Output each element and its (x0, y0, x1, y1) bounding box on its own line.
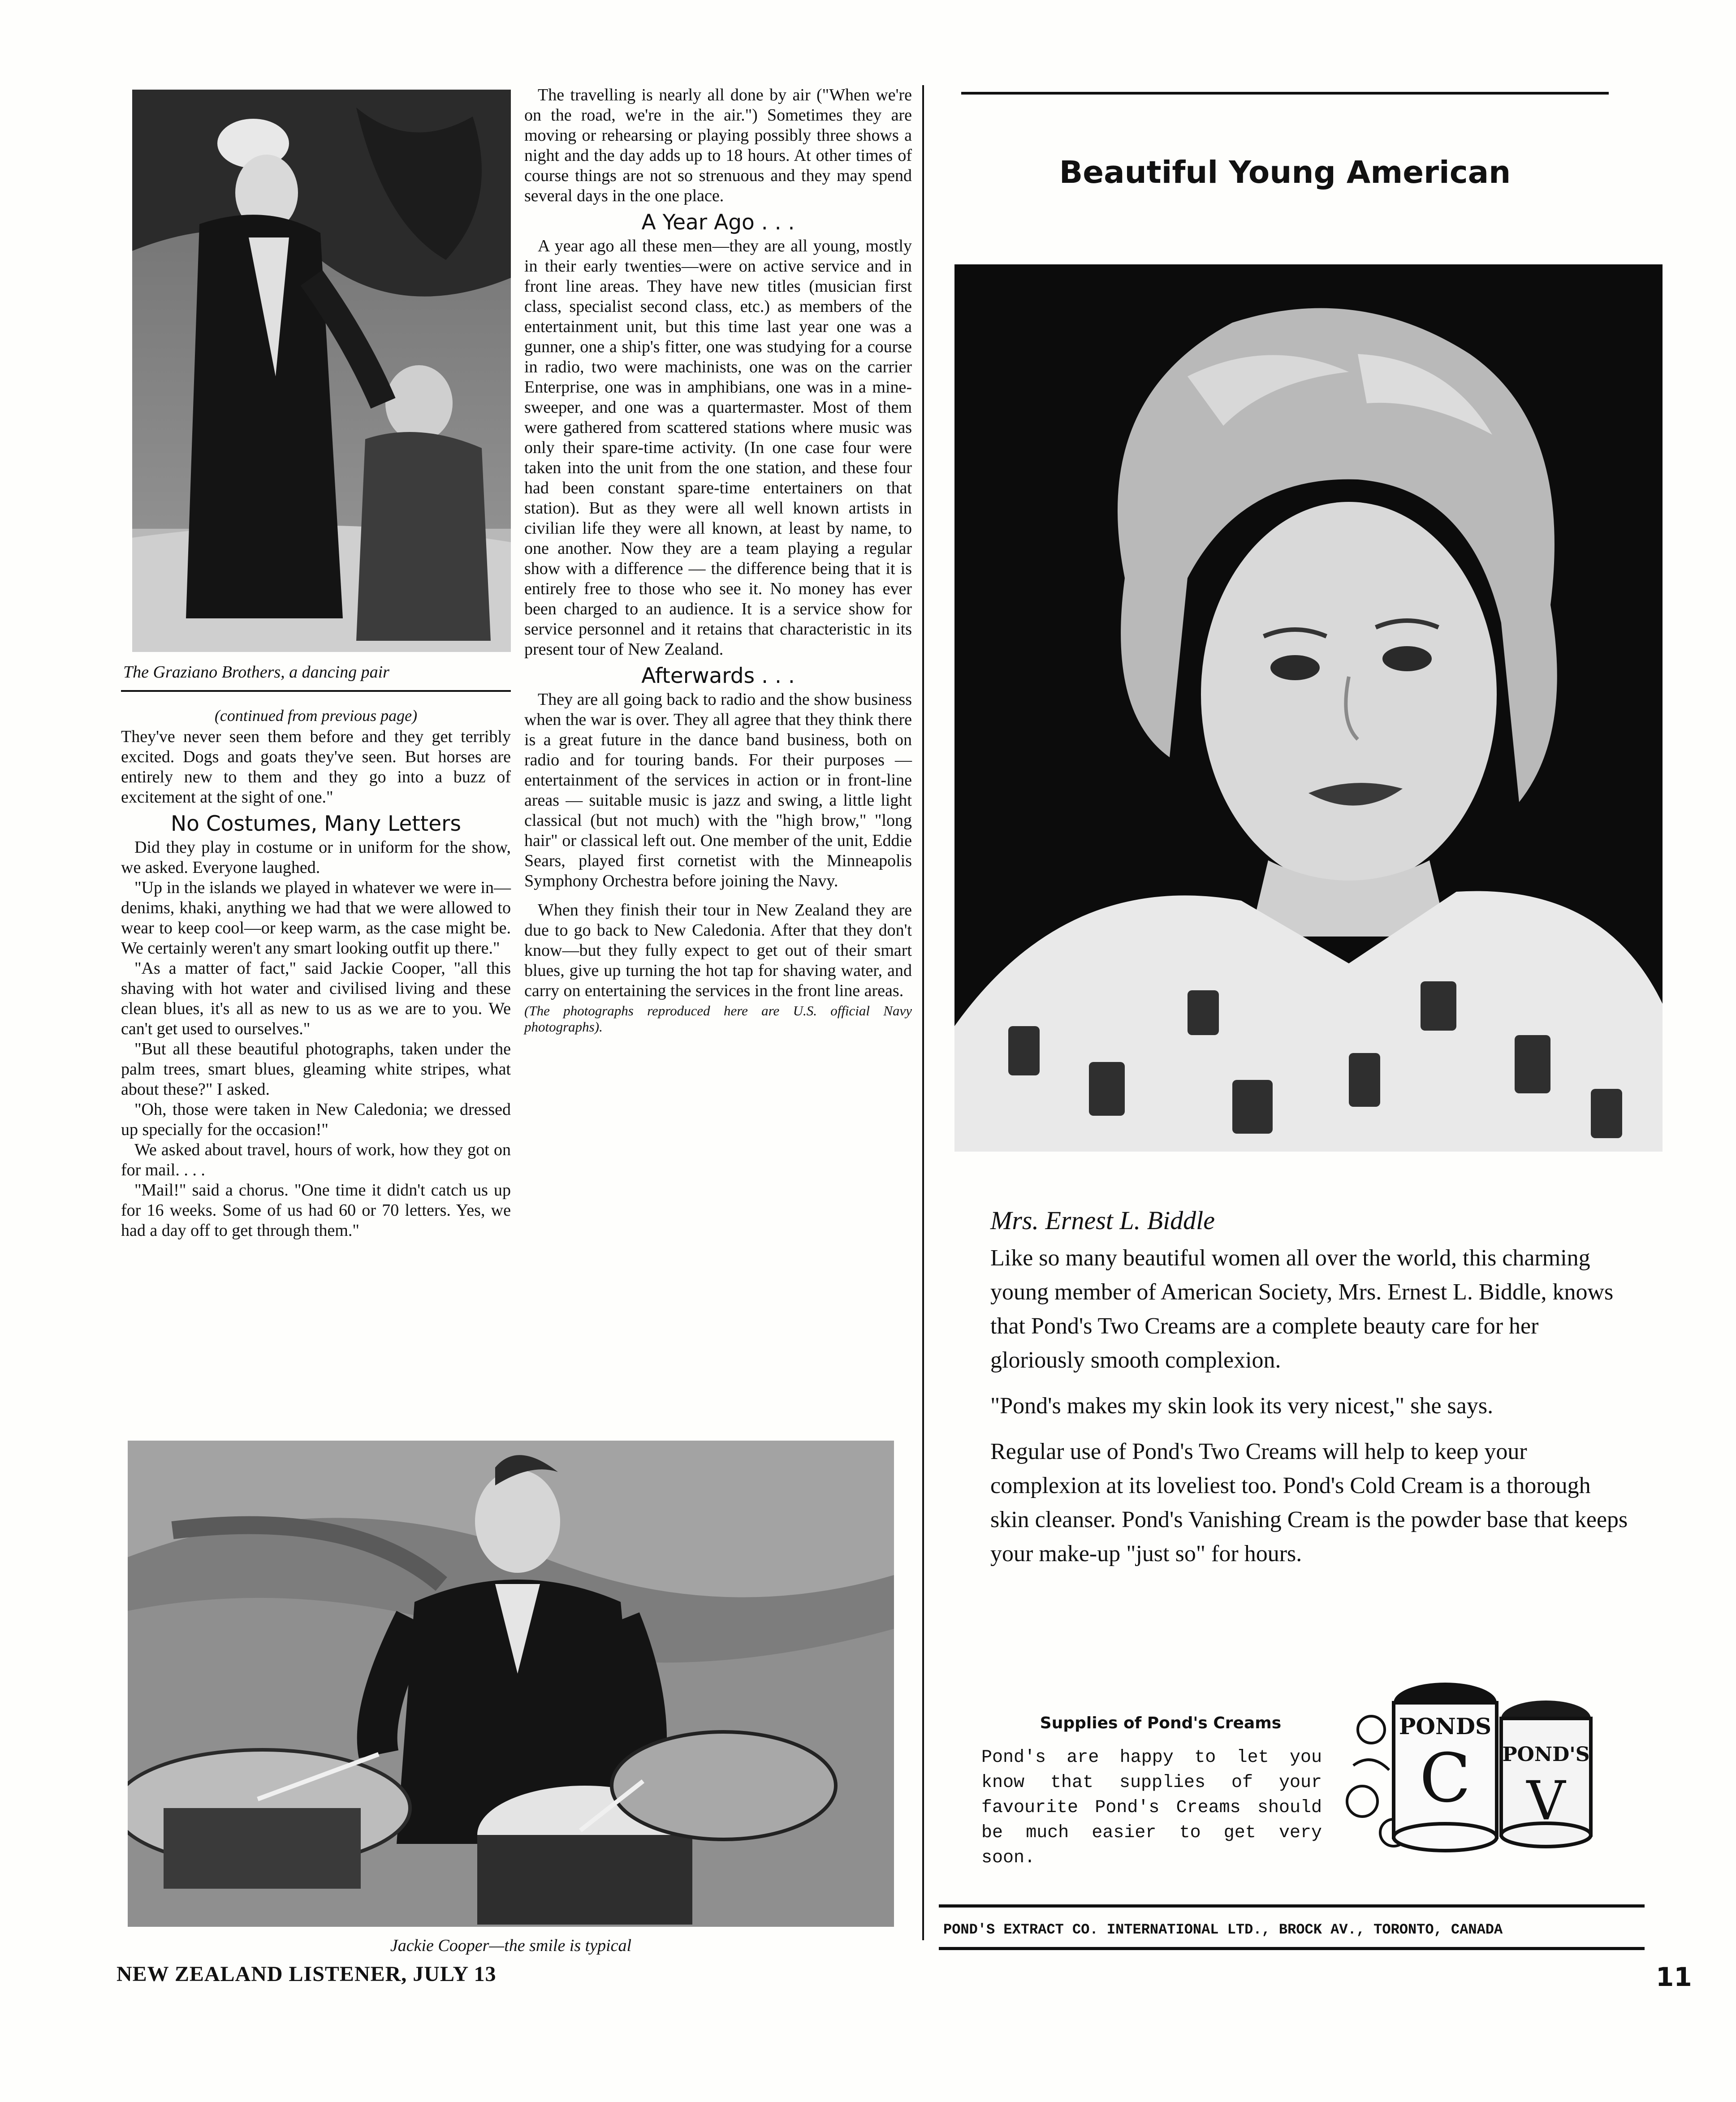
caption-rule (121, 690, 511, 692)
ad-top-rule (961, 92, 1609, 95)
supplies-heading: Supplies of Pond's Creams (1040, 1714, 1282, 1732)
ad-footer-rule-bottom (939, 1947, 1645, 1950)
ponds-jars-illustration (1344, 1676, 1613, 1864)
portrait-illustration (954, 264, 1663, 1152)
ad-portrait-photo (954, 264, 1663, 1152)
photo-graziano-brothers (132, 90, 511, 652)
ad-headline: Beautiful Young American (1059, 155, 1511, 190)
page-number: 11 (1656, 1962, 1692, 1992)
cream-jars-icon (1344, 1676, 1613, 1864)
col1-intro: They've never seen them before and they get terribly excited. Dogs and goats they've seen. But horses are entirely new to them and they go into a buzz of excitement at the sight of one." (121, 727, 511, 807)
ad-quote: "Pond's makes my skin look its very nicest," she says. (990, 1393, 1494, 1419)
ad-footer: POND'S EXTRACT CO. INTERNATIONAL LTD., BROCK AV., TORONTO, CANADA (943, 1921, 1503, 1938)
col1-para: "Mail!" said a chorus. "One time it didn't catch us up for 16 weeks. Some of us had 60 or 70 letters. Yes, we had a day off to get through them." (121, 1181, 511, 1240)
continued-note: (continued from previous page) (214, 707, 418, 725)
column-divider (922, 85, 924, 1940)
col2-finish: When they finish their tour in New Zealand they are due to go back to New Caledonia. After that they don't know—but they fully expect to get out of their smart blues, give up turning the hot tap for shaving water, and carry on entertaining the services in the front line areas. (524, 901, 912, 1000)
photo-credit: (The photographs reproduced here are U.S. official Navy photographs). (524, 1003, 912, 1035)
subhead-no-costumes: No Costumes, Many Letters (171, 811, 461, 836)
ad-body-para: Regular use of Pond's Two Creams will help to keep your complexion at its loveliest too. Pond's Cold Cream is a thorough skin cleanser. Pond's Vanishing Cream is the powder base that keeps your make-up "just so" for hours. (990, 1439, 1628, 1567)
photo1-caption: The Graziano Brothers, a dancing pair (123, 663, 389, 682)
col1-para: "But all these beautiful photographs, taken under the palm trees, smart blues, gleaming white stripes, what about these?" I asked. (121, 1040, 511, 1099)
supplies-text: Pond's are happy to let you know that supplies of your favourite Pond's Creams should be much easier to get very soon. (981, 1748, 1322, 1868)
col1-para: "Up in the islands we played in whatever we were in—denims, khaki, anything we had that we were allowed to wear to keep cool—or keep warm, as the case might be. We certainly weren't any smart looking outfit up there." (121, 878, 511, 958)
jar1-letter: C (1419, 1739, 1471, 1817)
jar2-letter: V (1526, 1770, 1566, 1832)
col2-year-ago: A year ago all these men—they are all young, mostly in their early twenties—were on active service and in front line areas. They have new titles (musician first class, specialist second class, etc.) as members of the entertainment unit, but this time last year one was a gunner, one a ship's fitter, one was studying for a course in radio, two were machinists, one was on the carrier Enterprise, one was in amphibians, one was in a mine-sweeper, and one was a quartermaster. Most of them were gathered from scattered stations where music was only their spare-time activity. (In one case four were taken into the unit from the one station, and these four had been constant spare-time entertainers on that station). But as they were all well known artists in civilian life they were all known, at least by name, to one another. Now they are a team playing a regular show with a difference — the difference being that it is entirely free to those who see it. No money has ever been charged to an audience. It is a service show for service personnel and it retains that characteristic in its present tour of New Zealand. (524, 237, 912, 659)
col1-para: "As a matter of fact," said Jackie Cooper, "all this shaving with hot water and civilised living and these clean blues, it's all as new to us as we are to you. We can't get used to ourselves." (121, 959, 511, 1038)
ad-body (990, 1241, 1631, 1583)
jar1-label: PONDS (1399, 1713, 1492, 1739)
jar2-label: POND'S (1502, 1743, 1590, 1766)
footer-left: NEW ZEALAND LISTENER, JULY 13 (117, 1962, 497, 1986)
subhead-year-ago: A Year Ago . . . (641, 210, 795, 235)
subhead-afterwards: Afterwards . . . (641, 664, 795, 688)
col2-intro: The travelling is nearly all done by air ("When we're on the road, we're in the air.") Sometimes they are moving or rehearsing or playing possibly three shows a night and the day adds up to 18 hours. At other times of course things are not so strenuous and they may spend several days in the one place. (524, 86, 912, 205)
article-column-2 (524, 85, 912, 1035)
article-column-1 (121, 706, 511, 1241)
photo2-caption: Jackie Cooper—the smile is typical (390, 1936, 632, 1955)
drummer-illustration (128, 1441, 894, 1927)
ad-body-para: Like so many beautiful women all over the world, this charming young member of American Society, Mrs. Ernest L. Biddle, knows that Pond's Two Creams are a complete beauty care for her gloriously smooth complexion. (990, 1245, 1614, 1373)
col2-afterwards: They are all going back to radio and the show business when the war is over. They all agree that they think there is a great future in the dance band business, both on radio and for touring bands. For their purposes — entertainment of the services in action or in front-line areas — suitable music is jazz and swing, a little light classical (but not much) with the "high brow," "long hair" or classical left out. One member of the unit, Eddie Sears, played first cornetist with the Minneapolis Symphony Orchestra before joining the Navy. (524, 690, 912, 890)
col1-para: "Oh, those were taken in New Caledonia; we dressed up specially for the occasion!" (121, 1100, 511, 1139)
photo-jackie-cooper (128, 1441, 894, 1927)
dancers-illustration (132, 90, 511, 652)
ad-footer-rule-top (939, 1904, 1645, 1908)
ad-portrait-name: Mrs. Ernest L. Biddle (990, 1206, 1215, 1235)
col1-para: We asked about travel, hours of work, how they got on for mail. . . . (121, 1140, 511, 1179)
col1-para: Did they play in costume or in uniform for the show, we asked. Everyone laughed. (121, 838, 511, 877)
